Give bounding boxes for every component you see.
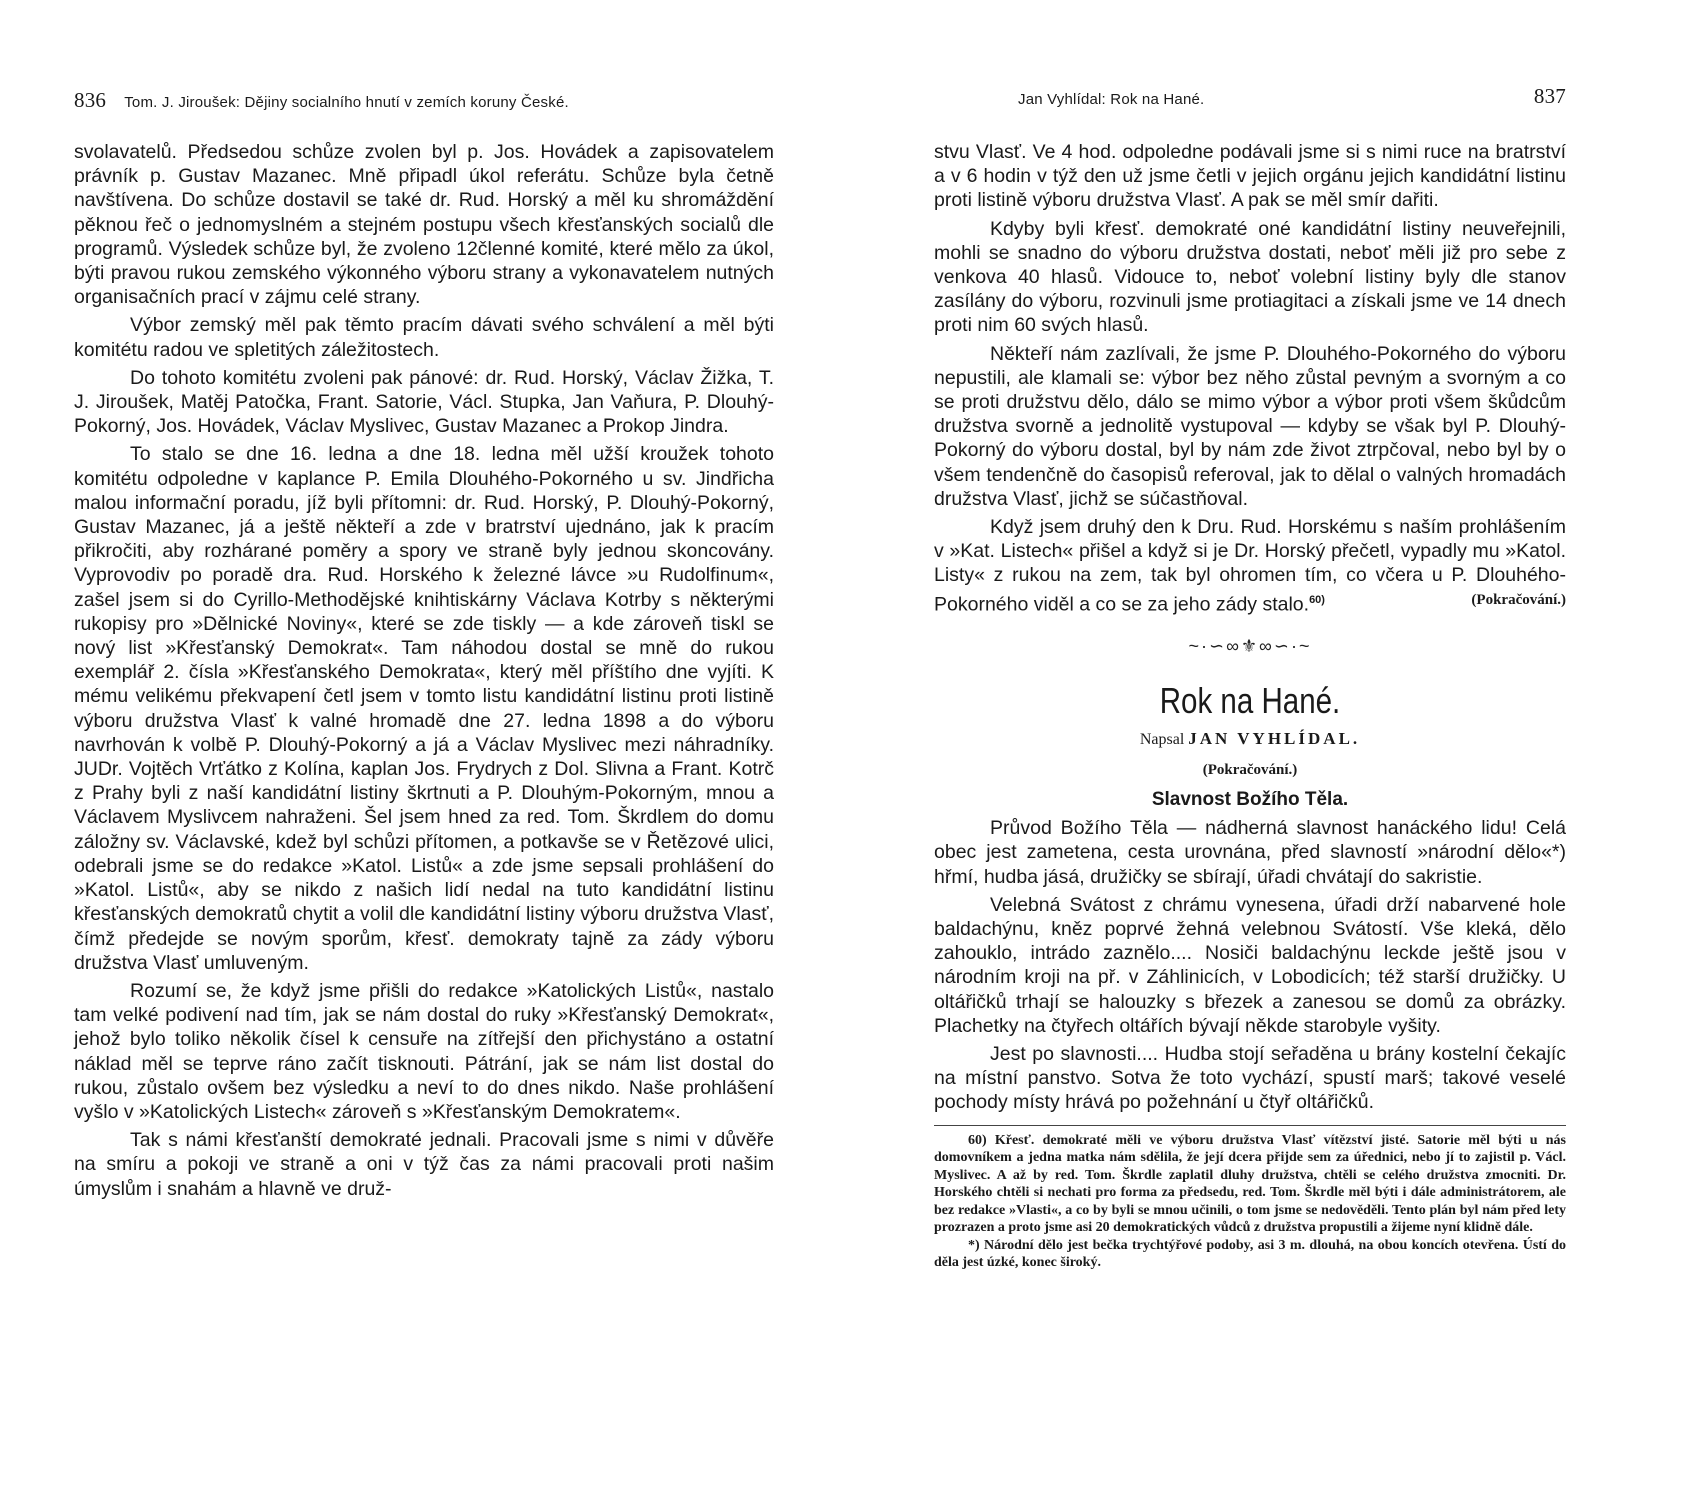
footnotes — [934, 1125, 1566, 1272]
footnote: 60) Křesť. demokraté měli ve výboru družstva Vlasť vítězství jisté. Satorie měl býti u nás domovníkem a jedna matka nám sdělila, že její dcera přijde sem za úřednici, nebo jí to zajistil p. Václ. Myslivec. A až by red. Tom. Škrdle zaplatil dluhy družstva, chtěli se celého družstva zmocniti. Dr. Horského chtěli si nechati pro forma za předsedu, red. Tom. Škrdle měl býti i dále administrátorem, ale bez redakce »Vlasti«, a co by byli se mnou učinili, o tom jsme se nedověděli. Tento plán byl nám před lety prozrazen a proto jsme asi 20 demokratických vůdců z družstva propustili a žijeme nyní klidně dále. — [934, 1132, 1566, 1236]
left-paragraph: Tak s námi křesťanští demokraté jednali. Pracovali jsme s nimi v důvěře na smíru a pokoji ve straně a oni v týž čas za námi pracovali proti našim úmyslům i snahám a hlavně ve druž- — [74, 1129, 774, 1200]
ornament-divider: ~·∽∞⚜∞∽·~ — [1188, 636, 1312, 657]
left-paragraph: Rozumí se, že když jsme přišli do redakce »Katolických Listů«, nastalo tam velké podivení nad tím, jak se nám dostal do ruky »Křesťanský Demokrat«, jehož bylo toliko několik čísel k censuře na zítřejší den přichystáno a ostatní náklad měl se teprve ráno začít tisknouti. Pátrání, jak se nám list dostal do rukou, zůstalo ovšem bez výsledku a neví to do dnes nikdo. Naše prohlášení vyšlo v »Katolických Listech« zároveň s »Křesťanským Demokratem«. — [74, 979, 774, 1123]
page-number-left: 836 — [74, 88, 107, 112]
article-paragraph: Průvod Božího Těla — nádherná slavnost hanáckého lidu! Celá obec jest zametena, cesta urovnána, před slavností »národní dělo«*) hřmí, hudba jásá, družičky se sbírají, úřadi chvátají do sakristie. — [934, 817, 1566, 888]
section-title: Slavnost Božího Těla. — [1151, 788, 1349, 810]
right-page — [842, 0, 1684, 1500]
left-paragraph: Výbor zemský měl pak těmto pracím dávati svého schválení a měl býti komitétu radou ve spletitých záležitostech. — [74, 314, 774, 361]
footnote-ref: 60) — [1309, 593, 1325, 606]
article-title: Rok na Hané. — [1159, 679, 1341, 721]
author-prefix: Napsal — [1139, 730, 1185, 748]
running-head-left — [74, 88, 774, 113]
running-head-left-text: Tom. J. Jiroušek: Dějiny socialního hnutí v zemích koruny České. — [124, 94, 569, 111]
right-paragraph-text: Když jsem druhý den k Dru. Rud. Horskému s naším prohlášením v »Kat. Listech« přišel a když si je Dr. Horský přečetl, vypadly mu »Katol. Listy« z rukou na zem, tak byl ohromen tím, co včera u P. Dlouhého-Pokorného viděl a co se za jeho zády stalo. — [934, 516, 1566, 616]
article-paragraph: Velebná Svátost z chrámu vynesena, úřadi drží nabarvené hole baldachýnu, kněz poprvé žehná velebnou Svátostí. Vše kleká, dělo zahouklo, intrádo zaznělo.... Nosiči baldachýnu leckde ještě jsou v národním kroji na př. v Záhlinicích, v Lobodicích; též starší družičky. U oltářičků trhají se halouzky s březek a zanesou se domů za obrázky. Plachetky na čtyřech oltářích bývají někde starobyle vyšity. — [934, 893, 1566, 1037]
right-paragraph: Někteří nám zazlívali, že jsme P. Dlouhého-Pokorného do výboru nepustili, ale klamali se: výbor bez něho zůstal pevným a svorným a co se proti družstvu dělo, dálo se mimo výbor a výbor proti všem škůdcům družstva svorně a jednolitě vystupoval — kdyby se však byl P. Dlouhý-Pokorný do výboru dostal, byl by nám zde život ztrpčoval, nebo byl by o všem tendenčně do časopisů referoval, jak to dělal o valných hromadách družstva Vlasť, jichž se súčastňoval. — [934, 342, 1566, 510]
author-line — [934, 727, 1566, 752]
article-continued-note: (Pokračování.) — [1202, 761, 1298, 778]
author-name: JAN VYHLÍDAL. — [1188, 728, 1361, 748]
left-paragraph: Do tohoto komitétu zvoleni pak pánové: dr. Rud. Horský, Václav Žižka, T. J. Jiroušek, Matěj Patočka, Frant. Satorie, Václ. Stupka, Jan Vaňura, P. Dlouhý-Pokorný, Jos. Hovádek, Václav Myslivec, Gustav Mazanec a Prokop Jindra. — [74, 366, 774, 438]
right-paragraph: Kdyby byli křesť. demokraté oné kandidátní listiny neuveřejnili, mohli se snadno do výboru družstva dostati, neboť měli již pro sebe z venkova 40 hlasů. Vidouce to, neboť volební listiny byly dle stanov zasílány do výboru, rozvinuli jsme protiagitaci a získali jsme ve 14 dnech proti nim 60 svých hlasů. — [934, 217, 1566, 337]
right-paragraph — [934, 515, 1566, 616]
running-head-right-text: Jan Vyhlídal: Rok na Hané. — [1018, 91, 1205, 108]
page-number-right: 837 — [1533, 84, 1566, 108]
right-paragraph: stvu Vlasť. Ve 4 hod. odpoledne podávali jsme si s nimi ruce na bratrství a v 6 hodin v týž den už jsme četli v jejich orgánu jejich kandidátní listinu proti listině výboru družstva Vlasť. A pak se měl smír dařiti. — [934, 141, 1566, 212]
footnote: *) Národní dělo jest bečka trychtýřové podoby, asi 3 m. dlouhá, na obou koncích otevřena. Ústí do děla jest úzké, konec široký. — [934, 1237, 1566, 1271]
left-paragraph: svolavatelů. Předsedou schůze zvolen byl p. Jos. Hovádek a zapisovatelem právník p. Gustav Mazanec. Mně připadl úkol referátu. Schůze byla četně navštívena. Do schůze dostavil se také dr. Rud. Horský a měl ku shromáždění pěknou řeč o jednomyslném a stejném postupu všech křesťanských socialů dle programů. Výsledek schůze byl, že zvoleno 12členné komité, které mělo za úkol, býti pravou rukou zemského výkonného výboru strany a vykonavatelem nutných organisačních prací v zájmu celé strany. — [74, 141, 774, 309]
left-paragraph: To stalo se dne 16. ledna a dne 18. ledna měl užší kroužek tohoto komitétu odpoledne v kaplance P. Emila Dlouhého-Pokorného u sv. Jindřicha malou informační poradu, jíž byli přítomni: dr. Rud. Horský, P. Dlouhý-Pokorný, Gustav Mazanec, já a ještě někteří a zde v bratrství ujednáno, jak k pracím přikročiti, aby rozhárané poměry a spory ve straně byly jednou skoncovány. Vyprovodiv po poradě dra. Rud. Horského k železné lávce »u Rudolfinum«, zašel jsem si do Cyrillo-Methodějské knihtiskárny Václava Kotrby s některými rukopisy pro »Dělnické Noviny«, které se zde tiskly — a kde zároveň tiskl se nový list »Křesťanský Demokrat«. Tam náhodou dostal se mně do rukou exemplář 2. čísla »Křesťanského Demokrata«, který měl příštího dne vyjíti. K mému velikému překvapení četl jsem v tomto listu kandidátní listinu proti listině výboru družstva Vlasť k valné hromadě dne 27. ledna 1898 a do výboru navrhován k volbě P. Dlouhý-Pokorný a já a Václav Myslivec mezi náhradníky. JUDr. Vojtěch Vrťátko z Kolína, kaplan Jos. Frydrych z Dol. Slivna a Frant. Kotrč z Prahy byli z naší kandidátní listiny škrtnuti a P. Dlouhým-Pokorným, mnou a Václavem Myslivcem nahraženi. Šel jsem hned za red. Tom. Škrdlem do domu záložny sv. Václavské, kdež byl schůzi přítomen, a potkavše se v Řetězové ulici, odebrali jsme se do redakce »Katol. Listů« a zde jsme sepsali prohlášení do »Katol. Listů«, aby se nikdo z našich lidí nedal na tuto kandidátní listinu křesťanských demokratů chytit a volil dle kandidátní listiny výboru družstva Vlasť, čímž předejde se novým sporům, křesť. demokraty tajně za zády výboru družstva Vlasť umluveným. — [74, 443, 774, 974]
left-column-text — [74, 140, 774, 1205]
continued-label: (Pokračování.) — [1471, 591, 1566, 608]
right-column-text — [934, 140, 1566, 1272]
article-paragraph: Jest po slavnosti.... Hudba stojí seřaděna u brány kostelní čekajíc na místní panstvo. Sotva že toto vychází, spustí marš; takové veselé pochody místy hrává po požehnání u čtyř oltářičků. — [934, 1043, 1566, 1114]
